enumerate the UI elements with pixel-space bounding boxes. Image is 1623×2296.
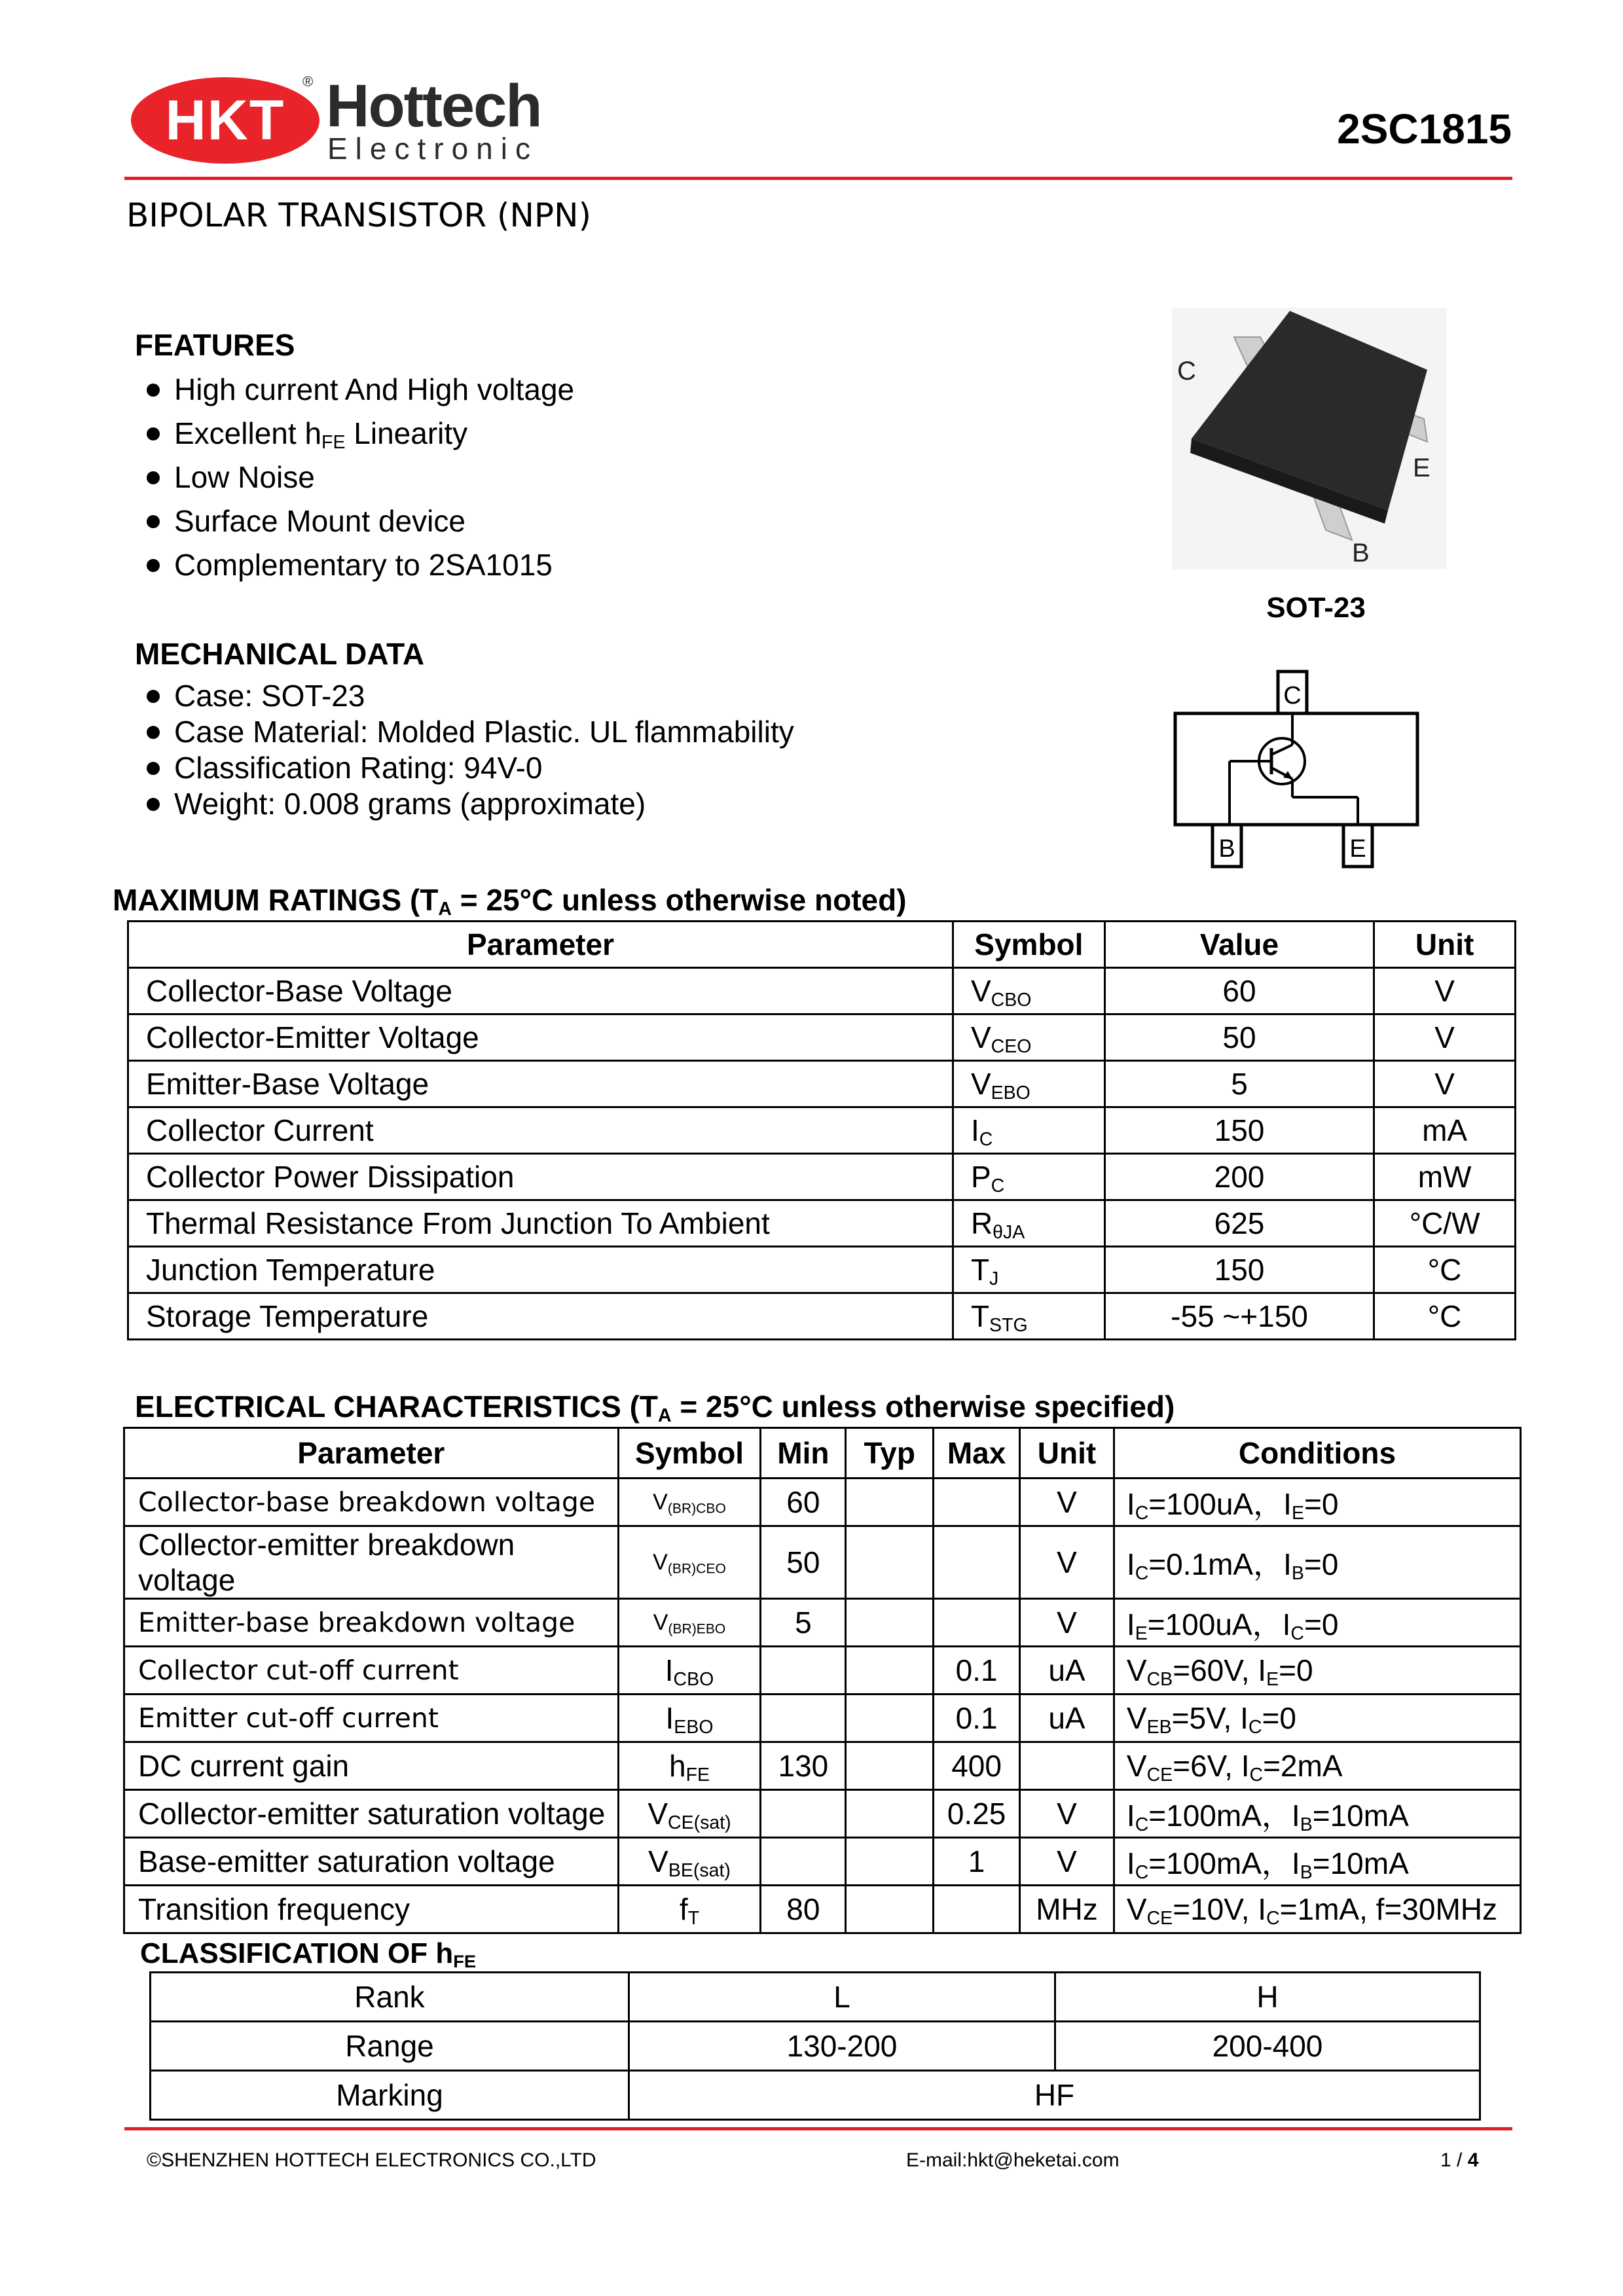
param-cell: Base-emitter saturation voltage	[124, 1838, 619, 1886]
param-cell: Junction Temperature	[128, 1247, 953, 1293]
symbol-cell: $V_{(BR)EBO}$	[618, 1599, 761, 1647]
param-cell: Emitter-base breakdown voltage	[124, 1599, 619, 1647]
table-row	[128, 1247, 1516, 1293]
max-cell: 400	[934, 1742, 1020, 1790]
table-row	[151, 2071, 1480, 2120]
param-cell: Collector-base breakdown voltage	[124, 1479, 619, 1526]
logo-short: HKT	[165, 88, 285, 152]
rank-l: L	[629, 1973, 1055, 2022]
value-cell: -55 ~+150	[1104, 1293, 1374, 1340]
range-l: 130-200	[629, 2022, 1055, 2071]
typ-cell	[846, 1647, 934, 1695]
column-header: Min	[761, 1428, 846, 1479]
conditions-cell: $I_E=100uA$，$I_C=0$	[1114, 1599, 1520, 1647]
param-cell: Collector-emitter saturation voltage	[124, 1790, 619, 1838]
conditions-cell: $V_{CB}=60V$, $I_E=0$	[1114, 1647, 1520, 1695]
marking-label: Marking	[151, 2071, 629, 2120]
conditions-cell: $I_C=100uA$，$I_E=0$	[1114, 1479, 1520, 1526]
marking-value: HF	[629, 2071, 1480, 2120]
column-header: Conditions	[1114, 1428, 1520, 1479]
column-header: Symbol	[953, 922, 1104, 968]
param-cell: Collector-Base Voltage	[128, 968, 953, 1014]
symbol-cell: $P_C$	[953, 1154, 1104, 1200]
logo-registered-mark: ®	[302, 73, 314, 90]
schematic-pin-b: B	[1218, 835, 1235, 863]
page-number: 1 / 4	[1440, 2149, 1479, 2171]
unit-cell: V	[1374, 1061, 1516, 1107]
param-cell: Transition frequency	[124, 1886, 619, 1933]
symbol-cell: $f_T$	[618, 1886, 761, 1933]
typ-cell	[846, 1695, 934, 1742]
column-header: Value	[1104, 922, 1374, 968]
symbol-cell: $I_{EBO}$	[618, 1695, 761, 1742]
param-cell: Thermal Resistance From Junction To Ambient	[128, 1200, 953, 1247]
list-item: Classification Rating: 94V-0	[135, 750, 794, 786]
conditions-cell: $I_C=100mA$，$I_B=10mA$	[1114, 1790, 1520, 1838]
page-subtitle: BIPOLAR TRANSISTOR (NPN)	[126, 196, 591, 234]
min-cell: 5	[761, 1599, 846, 1647]
min-cell	[761, 1647, 846, 1695]
conditions-cell: $I_C=0.1mA$，$I_B=0$	[1114, 1526, 1520, 1599]
unit-cell: °C	[1374, 1247, 1516, 1293]
unit-cell: °C/W	[1374, 1200, 1516, 1247]
unit-cell: mW	[1374, 1154, 1516, 1200]
table-row	[151, 2022, 1480, 2071]
column-header: Unit	[1020, 1428, 1114, 1479]
table-row	[124, 1526, 1521, 1599]
symbol-cell: $T_J$	[953, 1247, 1104, 1293]
unit-cell: V	[1374, 968, 1516, 1014]
typ-cell	[846, 1838, 934, 1886]
schematic-pin-c: C	[1283, 682, 1302, 709]
param-cell: Emitter-Base Voltage	[128, 1061, 953, 1107]
conditions-cell: $V_{CE}=6V$, $I_C=2mA$	[1114, 1742, 1520, 1790]
symbol-cell: $V_{CEO}$	[953, 1014, 1104, 1061]
unit-cell: V	[1020, 1838, 1114, 1886]
table-row	[124, 1599, 1521, 1647]
column-header: Parameter	[124, 1428, 619, 1479]
value-cell: 625	[1104, 1200, 1374, 1247]
table-row	[128, 1014, 1516, 1061]
list-item: Case: SOT-23	[135, 678, 794, 714]
unit-cell: V	[1374, 1014, 1516, 1061]
list-item: Weight: 0.008 grams (approximate)	[135, 786, 794, 822]
pin-label-b: B	[1352, 539, 1370, 567]
list-item: Low Noise	[135, 456, 574, 499]
max-ratings-table	[127, 920, 1516, 1340]
table-row	[128, 1107, 1516, 1154]
table-row	[128, 968, 1516, 1014]
symbol-cell: $V_{BE(sat)}$	[618, 1838, 761, 1886]
unit-cell: V	[1020, 1599, 1114, 1647]
electrical-table	[123, 1427, 1522, 1934]
max-cell	[934, 1599, 1020, 1647]
unit-cell: uA	[1020, 1695, 1114, 1742]
symbol-cell: $V_{EBO}$	[953, 1061, 1104, 1107]
conditions-cell: $I_C=100mA$，$I_B=10mA$	[1114, 1838, 1520, 1886]
value-cell: 60	[1104, 968, 1374, 1014]
conditions-cell: $V_{EB}=5V$, $I_C=0$	[1114, 1695, 1520, 1742]
min-cell	[761, 1695, 846, 1742]
pin-label-c: C	[1177, 357, 1196, 386]
value-cell: 50	[1104, 1014, 1374, 1061]
unit-cell: °C	[1374, 1293, 1516, 1340]
table-row	[124, 1479, 1521, 1526]
footer-divider	[124, 2127, 1512, 2130]
param-cell: Emitter cut-off current	[124, 1695, 619, 1742]
column-header: Max	[934, 1428, 1020, 1479]
footer-email: E-mail:hkt@heketai.com	[906, 2149, 1120, 2171]
logo-name: Hottech	[326, 73, 541, 139]
table-row	[124, 1886, 1521, 1933]
rank-label: Rank	[151, 1973, 629, 2022]
table-row	[128, 1200, 1516, 1247]
symbol-cell: $V_{(BR)CBO}$	[618, 1479, 761, 1526]
table-row	[124, 1742, 1521, 1790]
logo-subtitle: Electronic	[327, 132, 538, 166]
typ-cell	[846, 1742, 934, 1790]
mechanical-title: MECHANICAL DATA	[135, 637, 425, 671]
param-cell: Collector-emitter breakdown voltage	[124, 1526, 619, 1599]
symbol-cell: $I_{CBO}$	[618, 1647, 761, 1695]
param-cell: Collector Power Dissipation	[128, 1154, 953, 1200]
symbol-cell: $V_{(BR)CEO}$	[618, 1526, 761, 1599]
logo-oval	[131, 77, 319, 164]
column-header: Unit	[1374, 922, 1516, 968]
min-cell: 60	[761, 1479, 846, 1526]
table-row	[124, 1838, 1521, 1886]
table-row	[128, 1293, 1516, 1340]
column-header: Typ	[846, 1428, 934, 1479]
unit-cell	[1020, 1742, 1114, 1790]
table-header-row	[124, 1428, 1521, 1479]
table-header-row	[128, 922, 1516, 968]
sot23-package-illustration	[1172, 308, 1447, 569]
value-cell: 200	[1104, 1154, 1374, 1200]
typ-cell	[846, 1886, 934, 1933]
header-divider	[124, 177, 1512, 180]
unit-cell: V	[1020, 1479, 1114, 1526]
pinout-schematic	[1172, 666, 1434, 876]
unit-cell: V	[1020, 1790, 1114, 1838]
table-row	[124, 1695, 1521, 1742]
value-cell: 150	[1104, 1107, 1374, 1154]
max-cell	[934, 1886, 1020, 1933]
param-cell: DC current gain	[124, 1742, 619, 1790]
min-cell: 130	[761, 1742, 846, 1790]
mechanical-list	[135, 678, 794, 822]
unit-cell: mA	[1374, 1107, 1516, 1154]
symbol-cell: $h_{FE}$	[618, 1742, 761, 1790]
symbol-cell: $T_{STG}$	[953, 1293, 1104, 1340]
list-item: Surface Mount device	[135, 499, 574, 543]
column-header: Parameter	[128, 922, 953, 968]
electrical-title: ELECTRICAL CHARACTERISTICS ($T_A = 25^\circ C$ unless otherwise specified)	[135, 1390, 1175, 1427]
value-cell: 5	[1104, 1061, 1374, 1107]
value-cell: 150	[1104, 1247, 1374, 1293]
range-h: 200-400	[1055, 2022, 1480, 2071]
param-cell: Collector Current	[128, 1107, 953, 1154]
hfe-symbol: $h_{FE}$	[304, 416, 346, 454]
package-name: SOT-23	[1266, 592, 1366, 624]
max-cell: 1	[934, 1838, 1020, 1886]
symbol-cell: $I_C$	[953, 1107, 1104, 1154]
classification-title: CLASSIFICATION OF $h_{FE}$	[140, 1937, 477, 1971]
part-number: 2SC1815	[1337, 105, 1512, 152]
max-cell: 0.1	[934, 1695, 1020, 1742]
unit-cell: V	[1020, 1526, 1114, 1599]
unit-cell: uA	[1020, 1647, 1114, 1695]
schematic-pin-e: E	[1349, 835, 1366, 863]
column-header: Symbol	[618, 1428, 761, 1479]
list-item: High current And High voltage	[135, 368, 574, 412]
symbol-cell: $V_{CE(sat)}$	[618, 1790, 761, 1838]
rank-h: H	[1055, 1973, 1480, 2022]
unit-cell: MHz	[1020, 1886, 1114, 1933]
max-cell: 0.1	[934, 1647, 1020, 1695]
features-list	[135, 368, 574, 587]
min-cell: 50	[761, 1526, 846, 1599]
min-cell	[761, 1838, 846, 1886]
classification-table	[149, 1971, 1481, 2121]
param-cell: Collector-Emitter Voltage	[128, 1014, 953, 1061]
features-title: FEATURES	[135, 328, 295, 362]
max-cell	[934, 1479, 1020, 1526]
symbol-cell: $V_{CBO}$	[953, 968, 1104, 1014]
list-item: Excellent $h_{FE}$ Linearity	[135, 412, 574, 456]
table-row	[151, 1973, 1480, 2022]
min-cell: 80	[761, 1886, 846, 1933]
table-row	[124, 1647, 1521, 1695]
table-row	[128, 1061, 1516, 1107]
param-cell: Storage Temperature	[128, 1293, 953, 1340]
conditions-cell: $V_{CE}=10V$, $I_C=1mA$, f=30MHz	[1114, 1886, 1520, 1933]
max-cell: 0.25	[934, 1790, 1020, 1838]
symbol-cell: $R_{\theta JA}$	[953, 1200, 1104, 1247]
pin-label-e: E	[1413, 454, 1431, 482]
max-ratings-title: MAXIMUM RATINGS ($T_A = 25^\circ C$ unless otherwise noted)	[113, 883, 907, 920]
list-item: Case Material: Molded Plastic. UL flammability	[135, 714, 794, 750]
typ-cell	[846, 1479, 934, 1526]
typ-cell	[846, 1599, 934, 1647]
table-row	[124, 1790, 1521, 1838]
typ-cell	[846, 1526, 934, 1599]
param-cell: Collector cut-off current	[124, 1647, 619, 1695]
max-cell	[934, 1526, 1020, 1599]
typ-cell	[846, 1790, 934, 1838]
min-cell	[761, 1790, 846, 1838]
range-label: Range	[151, 2022, 629, 2071]
list-item: Complementary to 2SA1015	[135, 543, 574, 587]
footer-company: ©SHENZHEN HOTTECH ELECTRONICS CO.,LTD	[147, 2149, 596, 2171]
table-row	[128, 1154, 1516, 1200]
